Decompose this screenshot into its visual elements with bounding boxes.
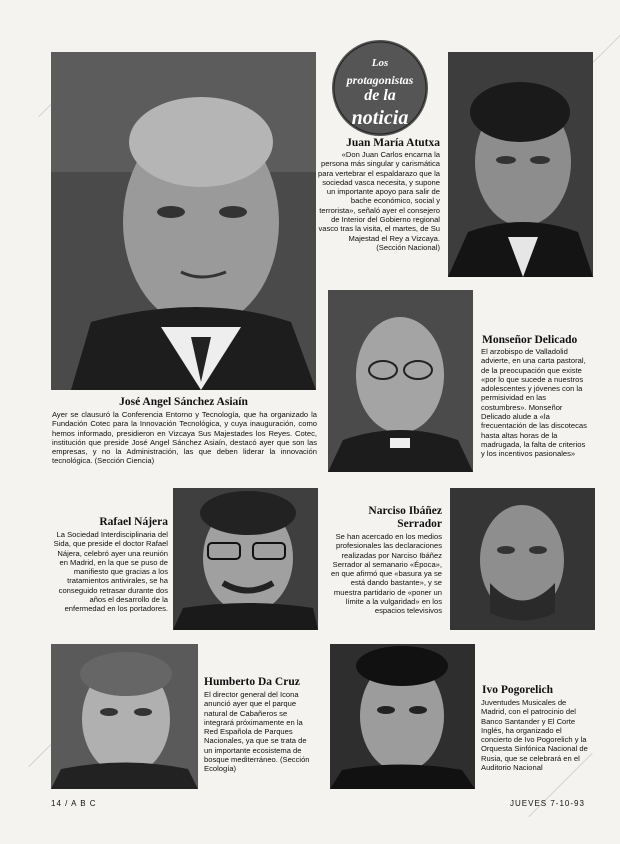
footer-date: JUEVES 7-10-93 <box>510 799 585 808</box>
svg-text:de la: de la <box>364 87 396 104</box>
text-atutxa: «Don Juan Carlos encarna la persona más singular y carismática para vertebrar el espaldarazo que la sociedad vasca necesita, y supone un importante apoyo para salir de bache económico, social y terrorista», señaló ayer el consejero de Interior del Gobierno regional vasco tras la visita, el martes, de Su Majestad el Rey a Vizcaya. (Sección Nacional) <box>318 150 440 252</box>
photo-da-cruz <box>51 644 198 789</box>
name-sanchez-asiain: José Angel Sánchez Asiaín <box>119 396 248 408</box>
footer-page-number: 14 / A B C <box>51 799 97 808</box>
name-ibanez-serrador: Narciso Ibáñez Serrador <box>368 505 442 530</box>
photo-ibanez-serrador <box>450 488 595 630</box>
text-delicado: El arzobispo de Valladolid advierte, en una carta pastoral, de la preocupación que existe «por lo que sucede a nuestros adolescentes y jóvenes con la permisividad en las costumbres». Monseñor Delicado alude a «la frecuentación de las discotecas hasta altas horas de la madrugada, la falta de criterios y los incentivos pasionales» <box>481 347 587 459</box>
name-delicado: Monseñor Delicado <box>482 334 578 346</box>
text-najera: La Sociedad Interdisciplinaria del Sida, que preside el doctor Rafael Nájera, celebró ayer una reunión en Madrid, en la que se puso de manifiesto que gracias a los tratamientos antivirales, se ha conseguido retrasar durante dos años el desarrollo de la enfermedad en los portadores. <box>53 530 168 614</box>
photo-atutxa <box>448 52 593 277</box>
svg-text:protagonistas: protagonistas <box>346 73 414 87</box>
name-pogorelich: Ivo Pogorelich <box>482 684 554 696</box>
photo-delicado <box>328 290 473 472</box>
text-ibanez-serrador: Se han acercado en los medios profesionales las declaraciones realizadas por Narciso Ibáñez Serrador al semanario «Época», en que afirmó que «basura ya se está dando bastante», y se muestra partidario de «poner un límite a la vulgaridad» en los espacios televisivos <box>330 532 442 616</box>
name-najera: Rafael Nájera <box>99 516 168 528</box>
name-atutxa: Juan María Atutxa <box>346 137 440 149</box>
name-da-cruz: Humberto Da Cruz <box>204 676 300 688</box>
text-da-cruz: El director general del Icona anunció ayer que el parque natural de Cabañeros se integrará próximamente en la Red Española de Parques Nacionales, ya que se trata de un importante ecosistema de bosque mediterráneo. (Sección Ecología) <box>204 690 310 774</box>
photo-najera <box>173 488 318 630</box>
svg-text:Los: Los <box>371 57 389 69</box>
photo-pogorelich <box>330 644 475 789</box>
text-sanchez-asiain: Ayer se clausuró la Conferencia Entorno y Tecnología, que ha organizado la Fundación Cotec para la Innovación Tecnológica, y cuya inauguración, como hemos informado, presidieron en Vizcaya Sus Majestades los Reyes. Cotec, institución que preside José Angel Sánchez Asiaín, destacó ayer que son las empresas, y no la Administración, las que deben liderar la innovación tecnológica. (Sección Ciencia) <box>52 410 317 466</box>
svg-text:noticia: noticia <box>351 107 409 129</box>
photo-sanchez-asiain <box>51 52 316 390</box>
section-logo <box>320 38 440 138</box>
text-pogorelich: Juventudes Musicales de Madrid, con el patrocinio del Banco Santander y El Corte Inglés, ha organizado el concierto de Ivo Pogorelich y la Orquesta Sinfónica Nacional de Rusia, que se celebrará en el Auditorio Nacional <box>481 698 588 773</box>
